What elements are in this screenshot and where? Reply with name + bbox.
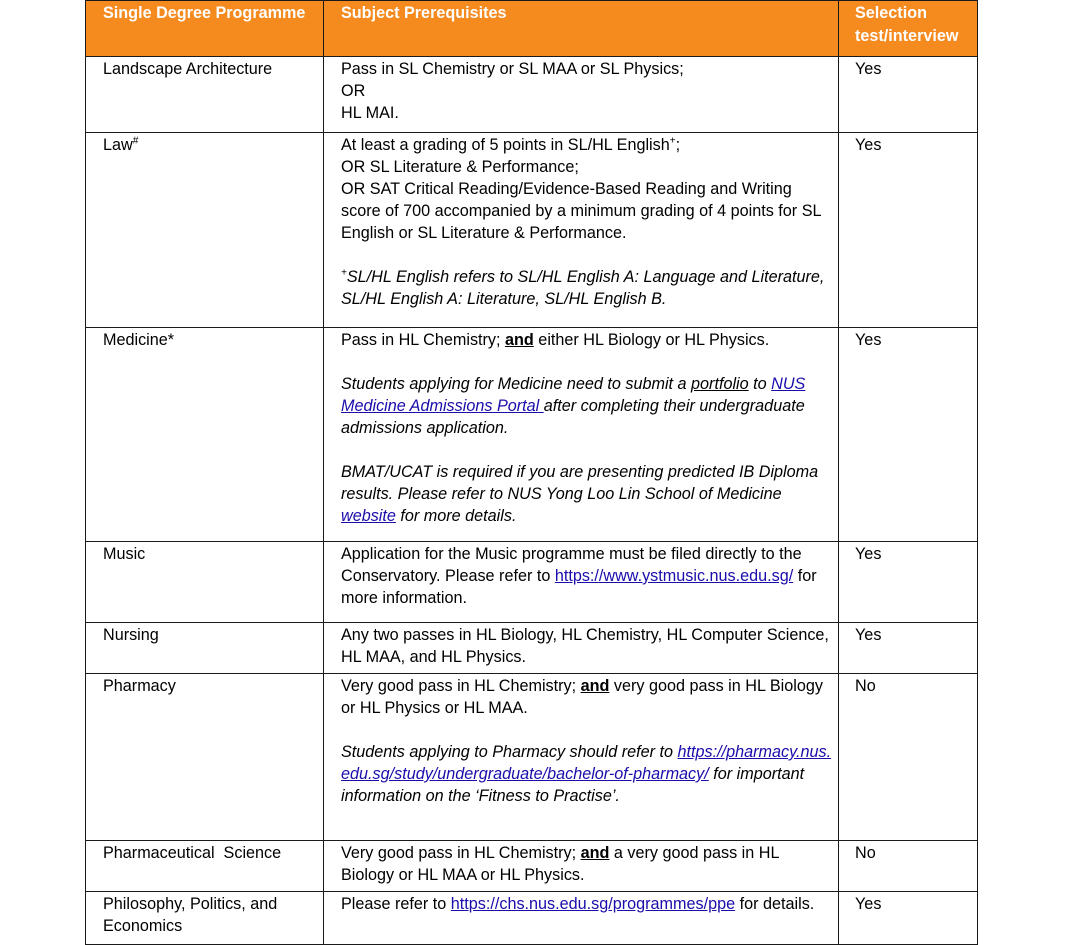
prereq-line: HL MAI. — [341, 104, 399, 122]
prereq-text: At least a grading of 5 points in SL/HL English — [341, 136, 670, 154]
ystmusic-link[interactable]: https://www.ystmusic.nus.edu.sg/ — [554, 567, 794, 585]
footnote-mark: + — [669, 135, 676, 147]
footnote-mark: # — [132, 135, 139, 147]
prereq-line: Pass in SL Chemistry or SL MAA or SL Physics; — [341, 60, 684, 78]
selection-value: Yes — [839, 328, 978, 542]
selection-value: Yes — [839, 542, 978, 623]
programme-name: Law — [103, 136, 133, 154]
prereq-text: Please refer to — [341, 895, 451, 913]
prereq-line — [341, 329, 832, 351]
note-text: Students applying to Pharmacy should refer to — [341, 743, 678, 761]
prerequisites-cell — [324, 57, 839, 133]
prerequisites-cell — [324, 328, 839, 542]
footnote-mark: + — [341, 267, 347, 279]
prereq-text: very good pass in HL Biology or HL Physics or HL MAA. — [341, 677, 823, 717]
prerequisites-table — [85, 0, 978, 945]
note-text: to — [748, 375, 772, 393]
prereq-note — [341, 461, 832, 527]
table-row — [86, 57, 978, 133]
selection-value: Yes — [839, 57, 978, 133]
programme-name: Medicine* — [86, 328, 324, 542]
prereq-note — [341, 373, 832, 439]
table-row — [86, 133, 978, 328]
table-row — [86, 674, 978, 841]
header-programme: Single Degree Programme — [86, 1, 324, 57]
portfolio-text: portfolio — [691, 375, 749, 393]
table-row — [86, 892, 978, 945]
note-text: for more details. — [395, 507, 517, 525]
programme-name: Philosophy, Politics, and Economics — [86, 892, 324, 945]
prereq-text: ; — [675, 136, 681, 154]
programme-name: Music — [86, 542, 324, 623]
pharmacy-link[interactable]: https://pharmacy.nus.edu.sg/study/undergraduate/bachelor-of-pharmacy/ — [341, 743, 832, 783]
prereq-text: for details. — [735, 895, 815, 913]
selection-value: Yes — [839, 892, 978, 945]
prereq-line: OR SAT Critical Reading/Evidence-Based Reading and Writing score of 700 accompanied by a minimum grading of 4 points for SL English or SL Literature & Performance. — [341, 180, 821, 242]
header-prerequisites: Subject Prerequisites — [324, 1, 839, 57]
prereq-text: a very good pass in HL Biology or HL MAA or HL Physics. — [341, 844, 779, 884]
programme-name: Landscape Architecture — [86, 57, 324, 133]
prereq-text: for more information. — [341, 567, 817, 607]
prereq-line — [341, 543, 832, 609]
programme-name: Pharmacy — [86, 674, 324, 841]
prereq-line — [341, 893, 832, 915]
prereq-text: Pass in HL Chemistry; — [341, 331, 506, 349]
prerequisites-cell — [324, 133, 839, 328]
emphasis-and: and — [580, 677, 610, 695]
website-link[interactable]: website — [341, 507, 396, 525]
table-header-row — [86, 1, 978, 57]
prereq-line — [341, 842, 832, 886]
note-text: Students applying for Medicine need to submit a — [341, 375, 692, 393]
footnote-text — [341, 266, 832, 310]
selection-value: No — [839, 841, 978, 892]
prereq-text: either HL Biology or HL Physics. — [533, 331, 770, 349]
table-row — [86, 623, 978, 674]
prerequisites-cell — [324, 841, 839, 892]
prereq-text: Very good pass in HL Chemistry; — [341, 677, 581, 695]
note-text: BMAT/UCAT is required if you are presenting predicted IB Diploma results. Please refer to NUS Yong Loo Lin School of Medicine — [341, 463, 819, 503]
table-row — [86, 328, 978, 542]
prerequisites-cell — [324, 674, 839, 841]
table-row — [86, 841, 978, 892]
table-row — [86, 542, 978, 623]
prereq-line — [341, 675, 832, 719]
header-selection: Selection test/interview — [839, 1, 978, 57]
selection-value: Yes — [839, 623, 978, 674]
prerequisites-cell: Any two passes in HL Biology, HL Chemistry, HL Computer Science, HL MAA, and HL Physics. — [324, 623, 839, 674]
programme-name: Nursing — [86, 623, 324, 674]
prerequisites-cell — [324, 892, 839, 945]
prereq-note — [341, 741, 832, 807]
selection-value: No — [839, 674, 978, 841]
note-text: after completing their undergraduate admissions application. — [341, 397, 805, 437]
emphasis-and: and — [505, 331, 534, 349]
prereq-text: Very good pass in HL Chemistry; — [341, 844, 581, 862]
emphasis-and: and — [580, 844, 610, 862]
prereq-line: OR SL Literature & Performance; — [341, 158, 579, 176]
prereq-line: OR — [341, 82, 366, 100]
selection-value: Yes — [839, 133, 978, 328]
admissions-portal-link[interactable]: NUS Medicine Admissions Portal — [341, 375, 806, 415]
note-text: for important information on the ‘Fitness to Practise’. — [341, 765, 805, 805]
ppe-link[interactable]: https://chs.nus.edu.sg/programmes/ppe — [450, 895, 736, 913]
footnote-body: SL/HL English refers to SL/HL English A: Language and Literature, SL/HL English A: Literature, SL/HL English B. — [341, 268, 825, 308]
programme-name: Pharmaceutical Science — [86, 841, 324, 892]
prereq-line — [341, 134, 832, 156]
prerequisites-cell — [324, 542, 839, 623]
programme-name-cell — [86, 133, 324, 328]
prereq-text: Application for the Music programme must be filed directly to the Conservatory. Please refer to — [341, 545, 802, 585]
